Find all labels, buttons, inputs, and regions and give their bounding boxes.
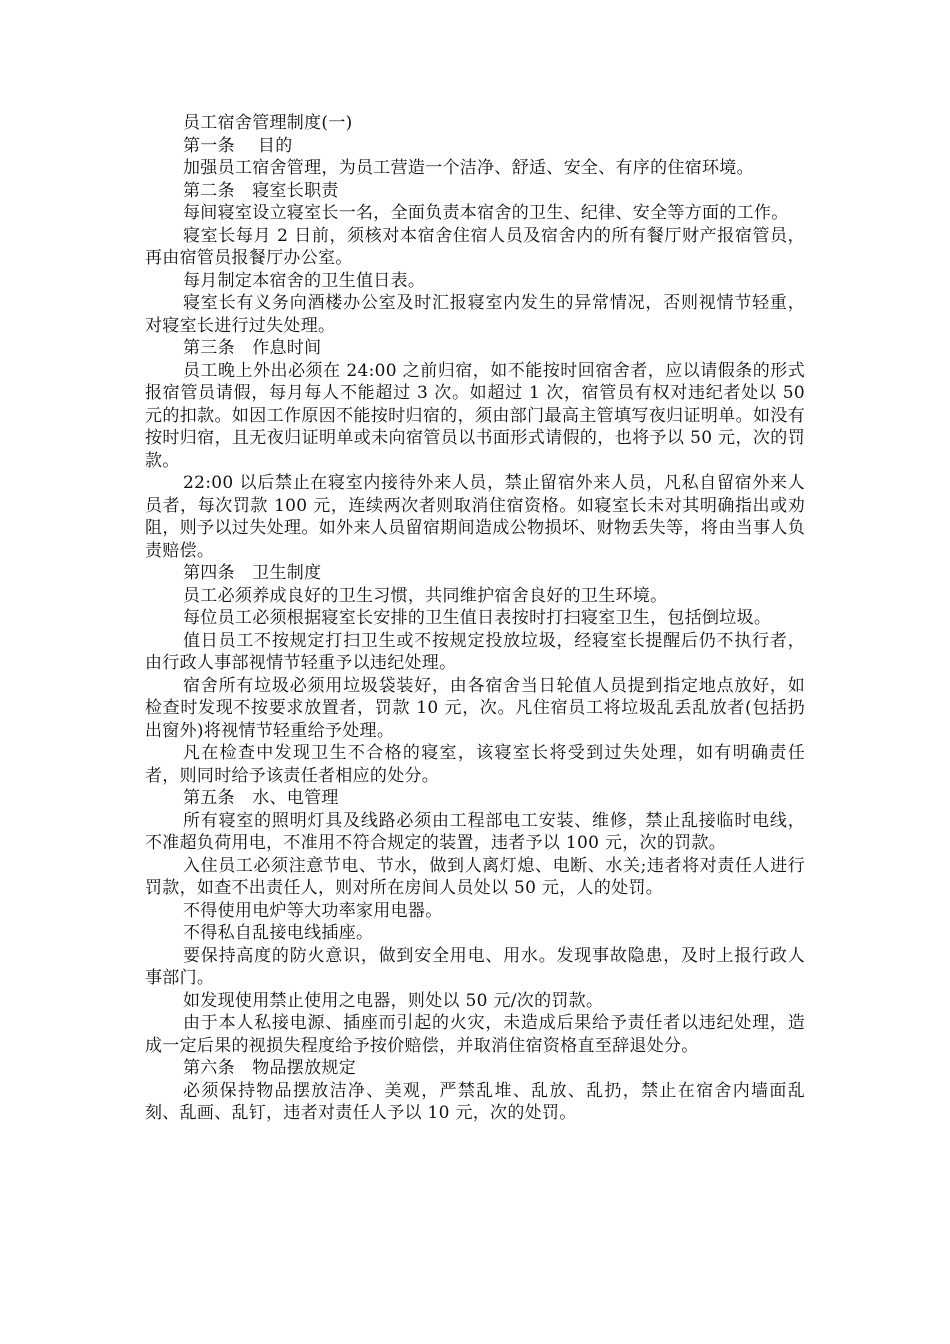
paragraph: 值日员工不按规定打扫卫生或不按规定投放垃圾，经寝室长提醒后仍不执行者，由行政人事部视情节轻重予以违纪处理。 xyxy=(145,630,805,673)
section-heading-3: 第三条 作息时间 xyxy=(183,338,322,358)
paragraph: 员工晚上外出必须在 24:00 之前归宿，如不能按时回宿舍者，应以请假条的形式报宿管员请假，每月每人不能超过 3 次。如超过 1 次，宿管员有权对违纪者处以 50 元的扣款。如因工作原因不能按时归宿的，须由部门最高主管填写夜归证明单。如没有按时归宿，且无夜归证明单或未向宿管员以书面形式请假的，也将予以 50 元，次的罚款。 xyxy=(145,360,805,471)
section-heading-1: 第一条 目的 xyxy=(183,135,293,156)
document-body xyxy=(145,112,805,1125)
section-heading-2: 第二条 寝室长职责 xyxy=(183,180,339,201)
paragraph: 如发现使用禁止使用之电器，则处以 50 元/次的罚款。 xyxy=(183,990,604,1011)
paragraph: 所有寝室的照明灯具及线路必须由工程部电工安装、维修，禁止乱接临时电线，不准超负荷用电，不准用不符合规定的装置，违者予以 100 元，次的罚款。 xyxy=(145,810,805,853)
paragraph: 入住员工必须注意节电、节水，做到人离灯熄、电断、水关;违者将对责任人进行罚款，如查不出责任人，则对所在房间人员处以 50 元，人的处罚。 xyxy=(145,855,805,898)
paragraph: 必须保持物品摆放洁净、美观，严禁乱堆、乱放、乱扔，禁止在宿舍内墙面乱刻、乱画、乱钉，违者对责任人予以 10 元，次的处罚。 xyxy=(145,1080,805,1123)
paragraph: 寝室长有义务向酒楼办公室及时汇报寝室内发生的异常情况，否则视情节轻重，对寝室长进行过失处理。 xyxy=(145,293,805,336)
section-heading-6: 第六条 物品摆放规定 xyxy=(183,1058,356,1078)
paragraph: 由于本人私接电源、插座而引起的火灾，未造成后果给予责任者以违纪处理，造成一定后果的视损失程度给予按价赔偿，并取消住宿资格直至辞退处分。 xyxy=(145,1013,805,1056)
paragraph: 不得私自乱接电线插座。 xyxy=(183,923,374,943)
paragraph: 每月制定本宿舍的卫生值日表。 xyxy=(183,270,426,291)
paragraph: 寝室长每月 2 日前，须核对本宿舍住宿人员及宿舍内的所有餐厅财产报宿管员，再由宿管员报餐厅办公室。 xyxy=(145,225,805,268)
paragraph: 加强员工宿舍管理，为员工营造一个洁净、舒适、安全、有序的住宿环境。 xyxy=(183,158,754,178)
paragraph: 凡在检查中发现卫生不合格的寝室，该寝室长将受到过失处理，如有明确责任者，则同时给予该责任者相应的处分。 xyxy=(145,743,805,786)
paragraph: 22:00 以后禁止在寝室内接待外来人员，禁止留宿外来人员，凡私自留宿外来人员者，每次罚款 100 元，连续两次者则取消住宿资格。如寝室长未对其明确指出或劝阻，则予以过失处理。如外来人员留宿期间造成公物损坏、财物丢失等，将由当事人负责赔偿。 xyxy=(145,473,805,561)
paragraph: 宿舍所有垃圾必须用垃圾袋装好，由各宿舍当日轮值人员提到指定地点放好，如检查时发现不按要求放置者，罚款 10 元，次。凡住宿员工将垃圾乱丢乱放者(包括扔出窗外)将视情节轻重给予处理。 xyxy=(145,675,805,741)
document-title: 员工宿舍管理制度(一) xyxy=(183,113,353,133)
paragraph: 不得使用电炉等大功率家用电器。 xyxy=(183,900,443,921)
paragraph: 每位员工必须根据寝室长安排的卫生值日表按时打扫寝室卫生，包括倒垃圾。 xyxy=(183,608,772,628)
paragraph: 要保持高度的防火意识，做到安全用电、用水。发现事故隐患，及时上报行政人事部门。 xyxy=(145,945,805,988)
section-heading-5: 第五条 水、电管理 xyxy=(183,788,339,808)
paragraph: 员工必须养成良好的卫生习惯，共同维护宿舍良好的卫生环境。 xyxy=(183,585,668,606)
paragraph: 每间寝室设立寝室长一名，全面负责本宿舍的卫生、纪律、安全等方面的工作。 xyxy=(183,203,789,223)
section-heading-4: 第四条 卫生制度 xyxy=(183,563,322,583)
